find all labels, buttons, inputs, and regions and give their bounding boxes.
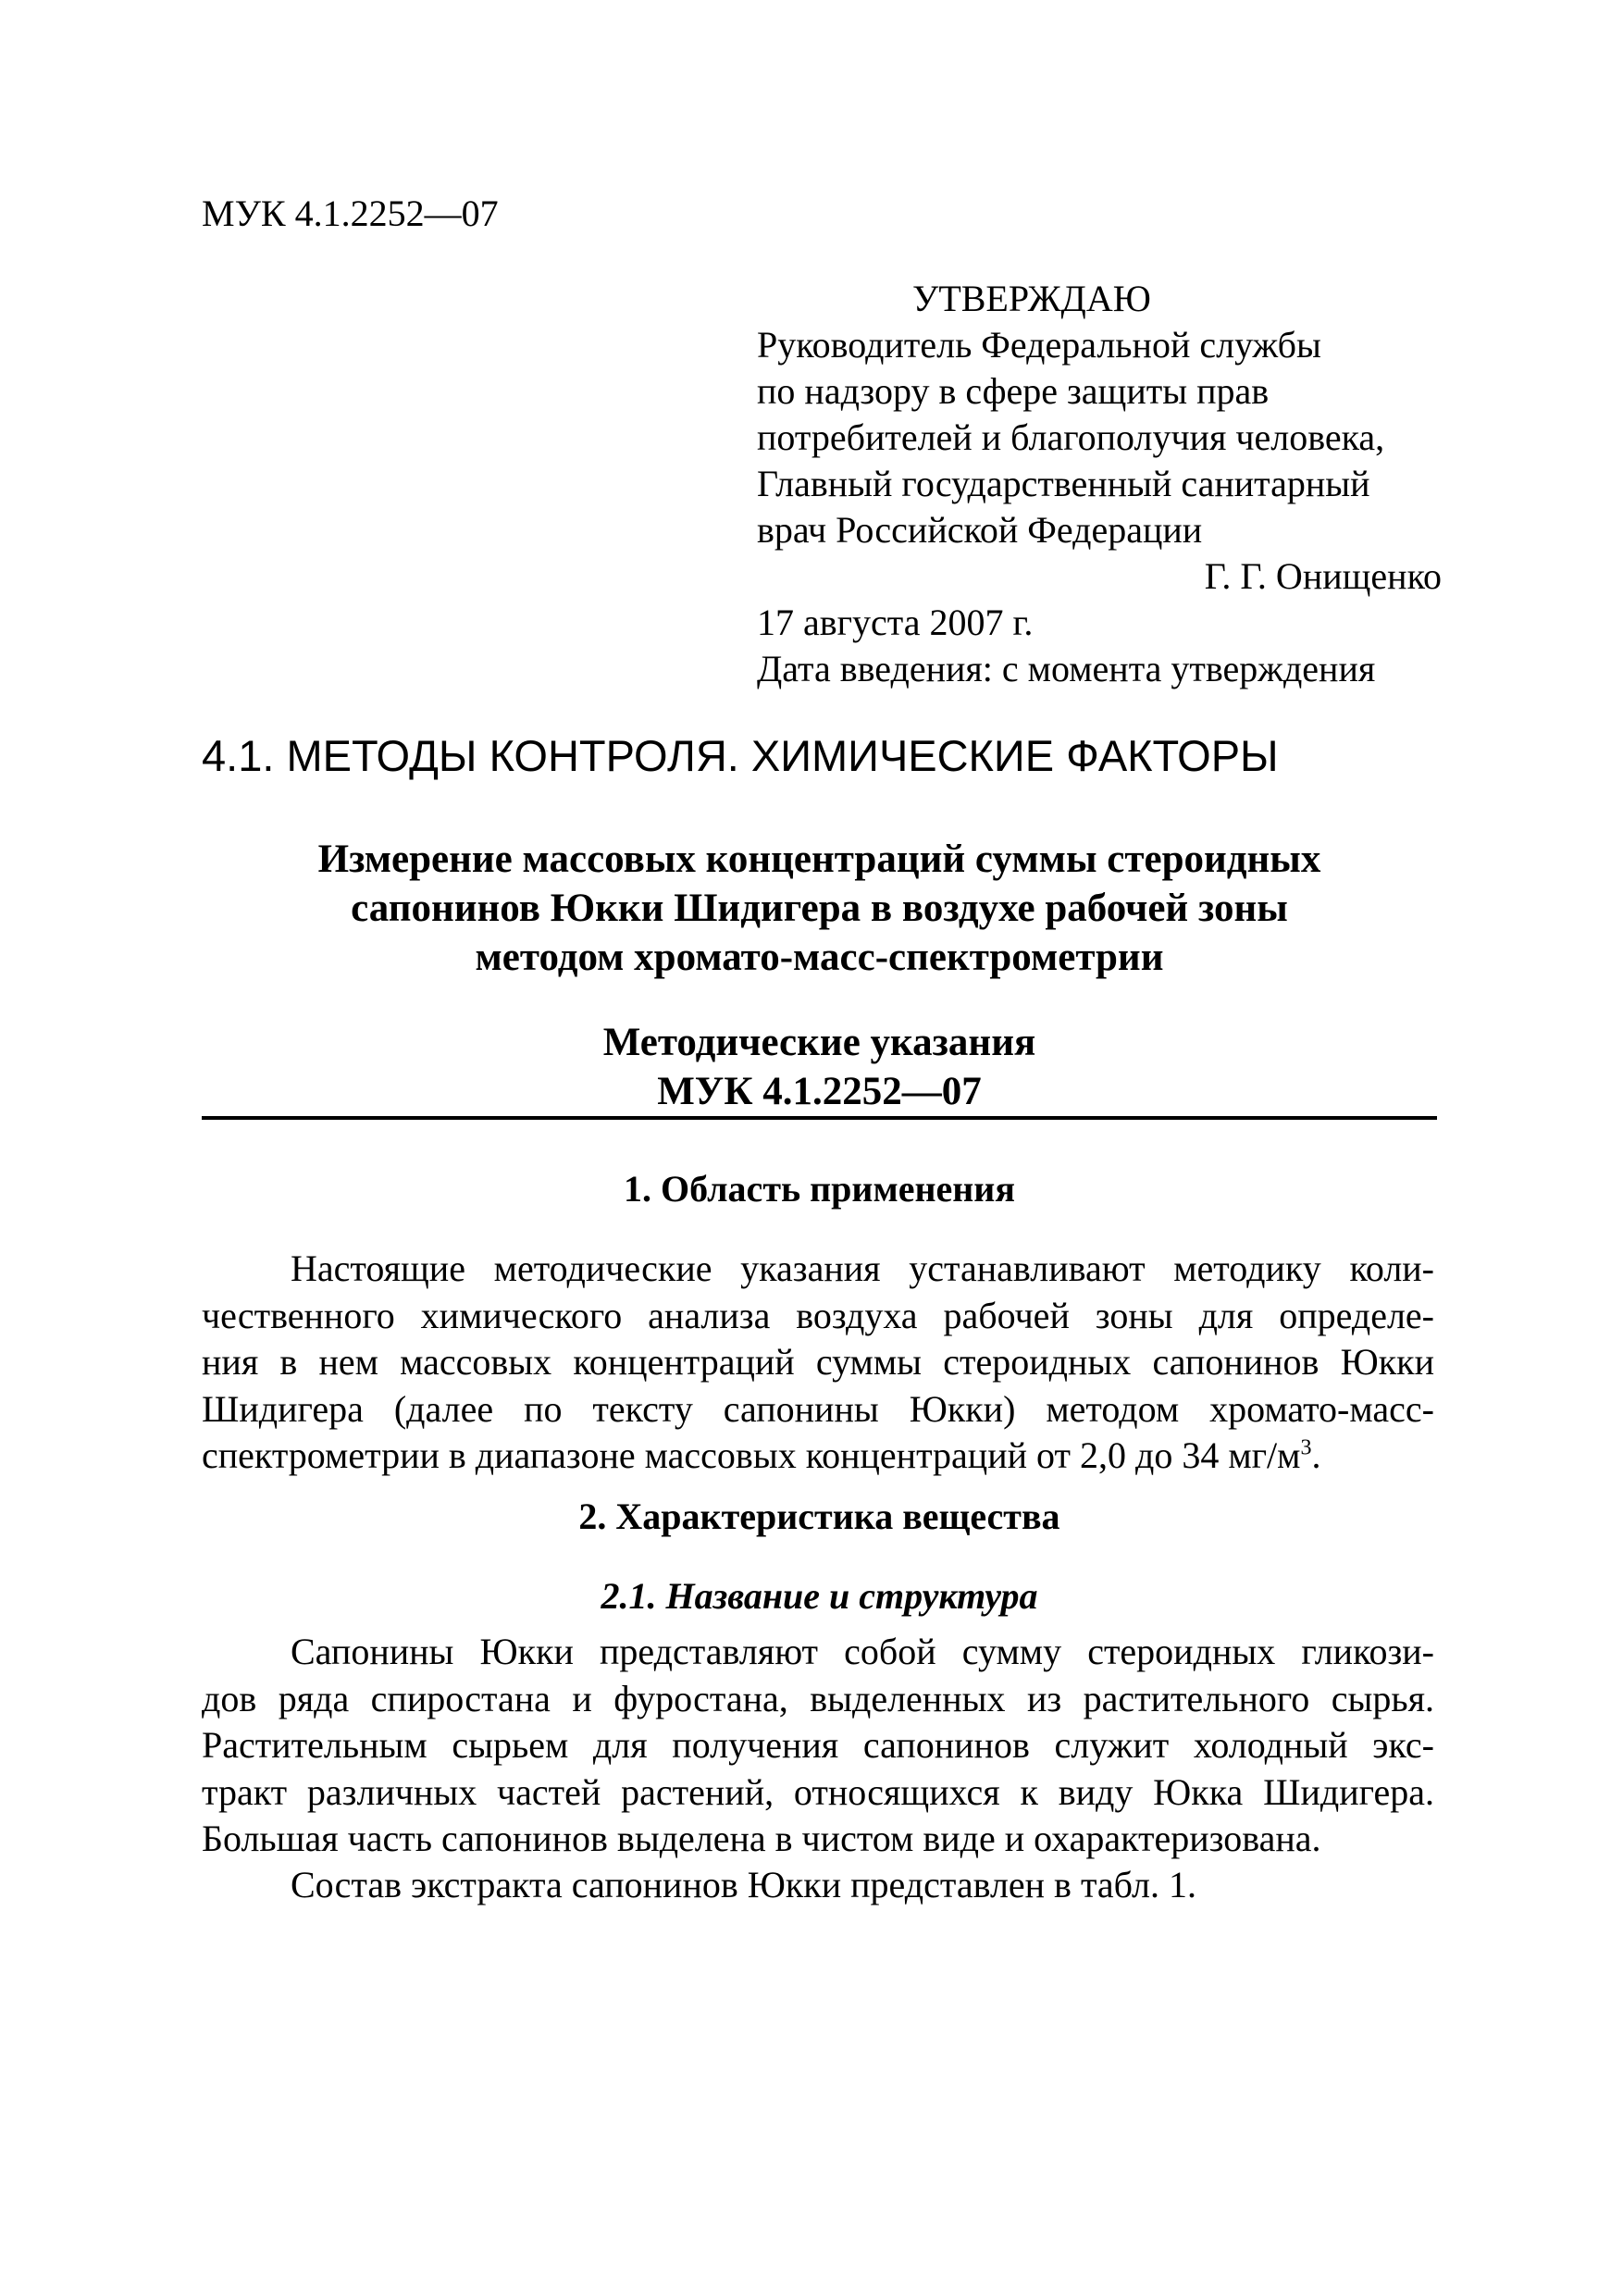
paragraph-line: дов ряда спиростана и фуростана, выделенных из растительного сырья. (202, 1677, 1434, 1719)
heading-name-structure: 2.1. Название и структура (601, 1575, 1038, 1617)
approval-line: Главный государственный санитарный (757, 463, 1370, 504)
paragraph-line: ния в нем массовых концентраций суммы стероидных сапонинов Юкки (202, 1341, 1434, 1383)
heading-substance: 2. Характеристика вещества (578, 1496, 1060, 1537)
title-line: Измерение массовых концентраций суммы стероидных (317, 838, 1321, 881)
approval-line: Руководитель Федеральной службы (757, 324, 1321, 366)
title-line: методом хромато-масс-спектрометрии (475, 936, 1164, 979)
approval-line: по надзору в сфере защиты прав (757, 370, 1270, 412)
approval-title: УТВЕРЖДАЮ (912, 278, 1151, 319)
approval-signer: Г. Г. Онищенко (1204, 555, 1442, 597)
paragraph-line: Растительным сырьем для получения сапонинов служит холодный экс- (202, 1724, 1434, 1766)
title-line: сапонинов Юкки Шидигера в воздухе рабочей зоны (351, 887, 1288, 930)
paragraph-line: Большая часть сапонинов выделена в чистом виде и охарактеризована. (202, 1818, 1321, 1859)
paragraph-line: Настоящие методические указания устанавливают методику коли- (291, 1247, 1434, 1289)
paragraph-line-last (202, 1433, 1434, 1480)
approval-block (757, 276, 1442, 692)
document-title (202, 835, 1437, 982)
paragraph-name-structure (202, 1629, 1434, 1863)
subtitle-line: Методические указания (602, 1021, 1036, 1064)
horizontal-rule (202, 1116, 1437, 1120)
paragraph-line: Сапонины Юкки представляют собой сумму стероидных гликози- (291, 1631, 1434, 1672)
superscript-unit: 3 (1300, 1435, 1312, 1460)
approval-date: 17 августа 2007 г. (757, 602, 1034, 643)
paragraph-line: тракт различных частей растений, относящихся к виду Юкка Шидигера. (202, 1770, 1434, 1813)
approval-line: потребителей и благополучия человека, (757, 416, 1385, 458)
subtitle-line: МУК 4.1.2252—07 (657, 1070, 982, 1113)
document-code: МУК 4.1.2252—07 (202, 192, 499, 234)
paragraph-text: спектрометрии в диапазоне массовых концентраций от 2,0 до 34 мг/м (202, 1434, 1301, 1476)
paragraph-line: чественного химического анализа воздуха рабочей зоны для определе- (202, 1294, 1434, 1336)
paragraph-table-reference: Состав экстракта сапонинов Юкки представлен в табл. 1. (291, 1864, 1196, 1905)
paragraph-scope (202, 1246, 1434, 1480)
paragraph-line: Шидигера (далее по тексту сапонины Юкки) методом хромато-масс- (202, 1387, 1434, 1430)
paragraph-end: . (1311, 1434, 1321, 1476)
section-header: 4.1. МЕТОДЫ КОНТРОЛЯ. ХИМИЧЕСКИЕ ФАКТОРЫ (202, 731, 1279, 780)
heading-scope: 1. Область применения (624, 1168, 1015, 1210)
document-subtitle (202, 1018, 1437, 1116)
approval-line: врач Российской Федерации (757, 509, 1203, 551)
introduction-date: Дата введения: с момента утверждения (757, 648, 1376, 689)
